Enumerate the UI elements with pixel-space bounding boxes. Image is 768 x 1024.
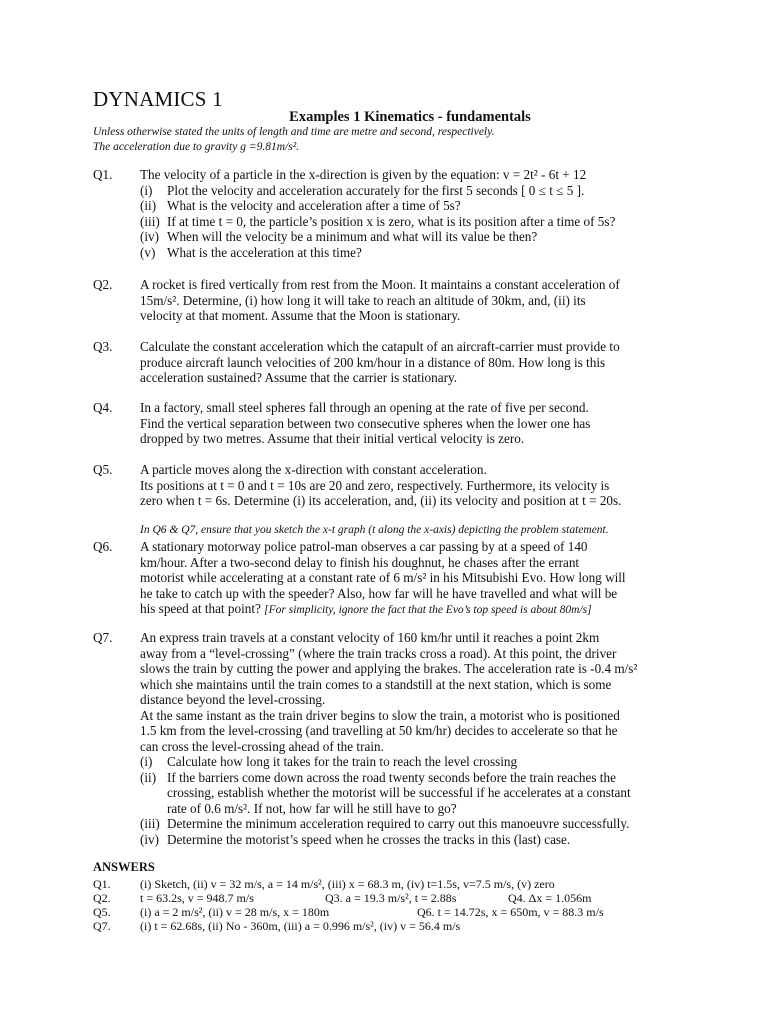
gravity-note: The acceleration due to gravity g =9.81m/s². (93, 141, 300, 153)
sub-question: crossing, establish whether the motorist will be successful if he accelerates at a constant (167, 785, 631, 800)
sub-question: (iv) Determine the motorist’s speed when he crosses the tracks in this (last) case. (140, 831, 571, 847)
question-text: slows the train by cutting the power and applying the brakes. The acceleration rate is -0.4 m/s² (140, 661, 638, 676)
document-page: DYNAMICS 1 Examples 1 Kinematics - fundamentals Unless otherwise stated the units of length and time are metre and second, respectively. The acceleration due to gravity g =9.81m/s². Q1. The velocity of a particle in the x-direction is given by the equation: v = 2t² - 6t + 12 (i) Plot the velocity and acceleration accurately for the first 5 seconds [ 0 ≤ t ≤ 5 ]. (ii) What is the velocity and acceleration after a time of 5s? (iii) If at time t = 0, the particle’s position x is zero, what is its position after a time of 5s? (iv) When will the velocity be a minimum and what will its value be then? (v) What is the acceleration at this time? Q2. A rocket is fired vertically from rest from the Moon. It maintains a constant acceleration of 15m/s². Determine, (i) how long it will take to reach an altitude of 30km, and, (ii) its velocity at that moment. Assume that the Moon is stationary. Q3. Calculate the constant acceleration which the catapult of an aircraft-carrier must provide to produce aircraft launch velocities of 200 km/hour in a distance of 80m. How long is this acceleration sustained? Assume that the carrier is stationary. Q4. In a factory, small steel spheres fall through an opening at the rate of five per second. Find the vertical separation between two consecutive spheres when the lower one has dropped by two metres. Assume that their initial vertical velocity is zero. Q5. A particle moves along the x-direction with constant acceleration. Its positions at t = 0 and t = 10s are 20 and zero, respectively. Furthermore, its velocity is zero when t = 6s. Determine (i) its acceleration, and, (ii) its velocity and position at t = 20s. In Q6 & Q7, ensure that you sketch the x-t graph (t along the x-axis) depicting the problem statement. Q6. A stationary motorway police patrol-man observes a car passing by at a speed of 140 km/hour. After a two-second delay to finish his doughnut, he chases after the errant motorist while accelerating at a constant rate of 6 m/s² in his Mitsubishi Evo. How long will he take to catch up with the speeder? Also, how far will he have travelled and what will be his speed at that point? [For simplicity, ignore the fact that the Evo’s top speed is about 80m/s] Q7. An express train travels at a constant velocity of 160 km/hr until it reaches a point 2km away from a “level-crossing” (where the train tracks cross a road). At this point, the driver slows the train by cutting the power and applying the brakes. The acceleration rate is -0.4 m/s² which she maintains until the train comes to a standstill at the next station, which is some distance beyond the level-crossing. At the same instant as the train driver begins to slow the train, a motorist who is positioned 1.5 km from the level-crossing (and travelling at 50 km/hr) decides to accelerate so that he can cross the level-crossing ahead of the train. (i) Calculate how long it takes for the train to reach the level crossing (ii) If the barriers come down across the road twenty seconds before the train reaches the crossing, establish whether the motorist will be successful if he accelerates at a constant rate of 0.6 m/s². If not, how far will he still have to go? (iii) Determine the minimum acceleration required to carry out this manoeuvre successfully. (iv) Determine the motorist’s speed when he crosses the tracks in this (last) case. ANSWERS Q1. (i) Sketch, (ii) v = 32 m/s, a = 14 m/s², (iii) x = 68.3 m, (iv) t=1.5s, v=7.5 m/s, (v) zero Q2. t = 63.2s, v = 948.7 m/s Q3. a = 19.3 m/s², t = 2.88s Q4. Δx = 1.056m Q5. (i) a = 2 m/s², (ii) v = 28 m/s, x = 180m Q6. t = 14.72s, x = 650m, v = 88.3 m/s Q7. (i) t = 62.68s, (ii) No - 360m, (iii) a = 0.996 m/s², (iv) v = 56.4 m/s (0, 0, 768, 1024)
question-text: velocity at that moment. Assume that the Moon is stationary. (140, 308, 461, 323)
question-number: Q7. (93, 630, 113, 645)
question-text: A rocket is fired vertically from rest from the Moon. It maintains a constant acceleration of (140, 277, 620, 292)
question-text: produce aircraft launch velocities of 200 km/hour in a distance of 80m. How long is this (140, 354, 606, 370)
question-text: A particle moves along the x-direction with constant acceleration. (140, 462, 487, 477)
sub-question: rate of 0.6 m/s². If not, how far will he still have to go? (167, 800, 457, 816)
sub-question: (i) Plot the velocity and acceleration accurately for the first 5 seconds [ 0 ≤ t ≤ 5 ]. (140, 182, 585, 198)
sub-question: (i) Calculate how long it takes for the train to reach the level crossing (140, 754, 518, 769)
page-title: DYNAMICS 1 (93, 87, 223, 111)
question-text: 1.5 km from the level-crossing (and travelling at 50 km/hr) decides to accelerate so that he (140, 723, 618, 738)
question-text: which she maintains until the train comes to a standstill at the next station, which is some (140, 676, 612, 692)
question-text: Find the vertical separation between two consecutive spheres when the lower one has (140, 415, 591, 431)
question-text: zero when t = 6s. Determine (i) its acceleration, and, (ii) its velocity and position at t = 20s. (140, 493, 622, 508)
sketch-instruction: In Q6 & Q7, ensure that you sketch the x-t graph (t along the x-axis) depicting the problem statement. (140, 524, 609, 536)
question-number: Q5. (93, 462, 113, 477)
question-text: An express train travels at a constant velocity of 160 km/hr until it reaches a point 2km (140, 630, 600, 645)
page-subtitle: Examples 1 Kinematics - fundamentals (289, 109, 531, 125)
question-text: distance beyond the level-crossing. (140, 692, 326, 707)
answers-heading: ANSWERS (93, 860, 155, 874)
question-number: Q3. (93, 339, 113, 354)
question-text: can cross the level-crossing ahead of the train. (140, 738, 384, 754)
question-number: Q4. (93, 400, 113, 415)
question-number: Q1. (93, 167, 113, 182)
question-text: he take to catch up with the speeder? Also, how far will he have travelled and what will be (140, 585, 618, 601)
sub-question: (ii) What is the velocity and acceleration after a time of 5s? (140, 198, 461, 213)
question-text-last: his speed at that point? [For simplicity, ignore the fact that the Evo’s top speed is about 80m/s] (140, 601, 592, 616)
question-text: In a factory, small steel spheres fall through an opening at the rate of five per second. (140, 400, 589, 415)
question-text: motorist while accelerating at a constant rate of 6 m/s² in his Mitsubishi Evo. How long will (140, 570, 626, 585)
question-text: Its positions at t = 0 and t = 10s are 20 and zero, respectively. Furthermore, its velocity is (140, 477, 610, 493)
question-number: Q6. (93, 539, 113, 554)
sub-question: (iii) If at time t = 0, the particle’s position x is zero, what is its position after a time of 5s? (140, 213, 616, 229)
question-text: 15m/s². Determine, (i) how long it will take to reach an altitude of 30km, and, (ii) its (140, 292, 586, 308)
sub-question: (ii) If the barriers come down across the road twenty seconds before the train reaches the (140, 769, 616, 785)
question-text: dropped by two metres. Assume that their initial vertical velocity is zero. (140, 431, 525, 446)
question-text: away from a “level-crossing” (where the train tracks cross a road). At this point, the driver (140, 645, 617, 661)
sub-question: (iii) Determine the minimum acceleration required to carry out this manoeuvre successfully. (140, 816, 630, 831)
simplicity-note: [For simplicity, ignore the fact that the Evo’s top speed is about 80m/s] (264, 604, 592, 616)
question-text: km/hour. After a two-second delay to finish his doughnut, he chases after the errant (140, 554, 580, 570)
question-text: Calculate the constant acceleration which the catapult of an aircraft-carrier must provide to (140, 339, 620, 354)
question-text: A stationary motorway police patrol-man observes a car passing by at a speed of 140 (140, 539, 588, 554)
question-number: Q2. (93, 277, 113, 292)
sub-question: (v) What is the acceleration at this time? (140, 244, 362, 260)
question-text: acceleration sustained? Assume that the carrier is stationary. (140, 370, 457, 385)
question-text: At the same instant as the train driver begins to slow the train, a motorist who is positioned (140, 707, 620, 723)
question-text: The velocity of a particle in the x-direction is given by the equation: v = 2t² - 6t + 12 (140, 167, 587, 182)
sub-question: (iv) When will the velocity be a minimum and what will its value be then? (140, 229, 538, 244)
units-note: Unless otherwise stated the units of length and time are metre and second, respectively. (93, 126, 495, 138)
